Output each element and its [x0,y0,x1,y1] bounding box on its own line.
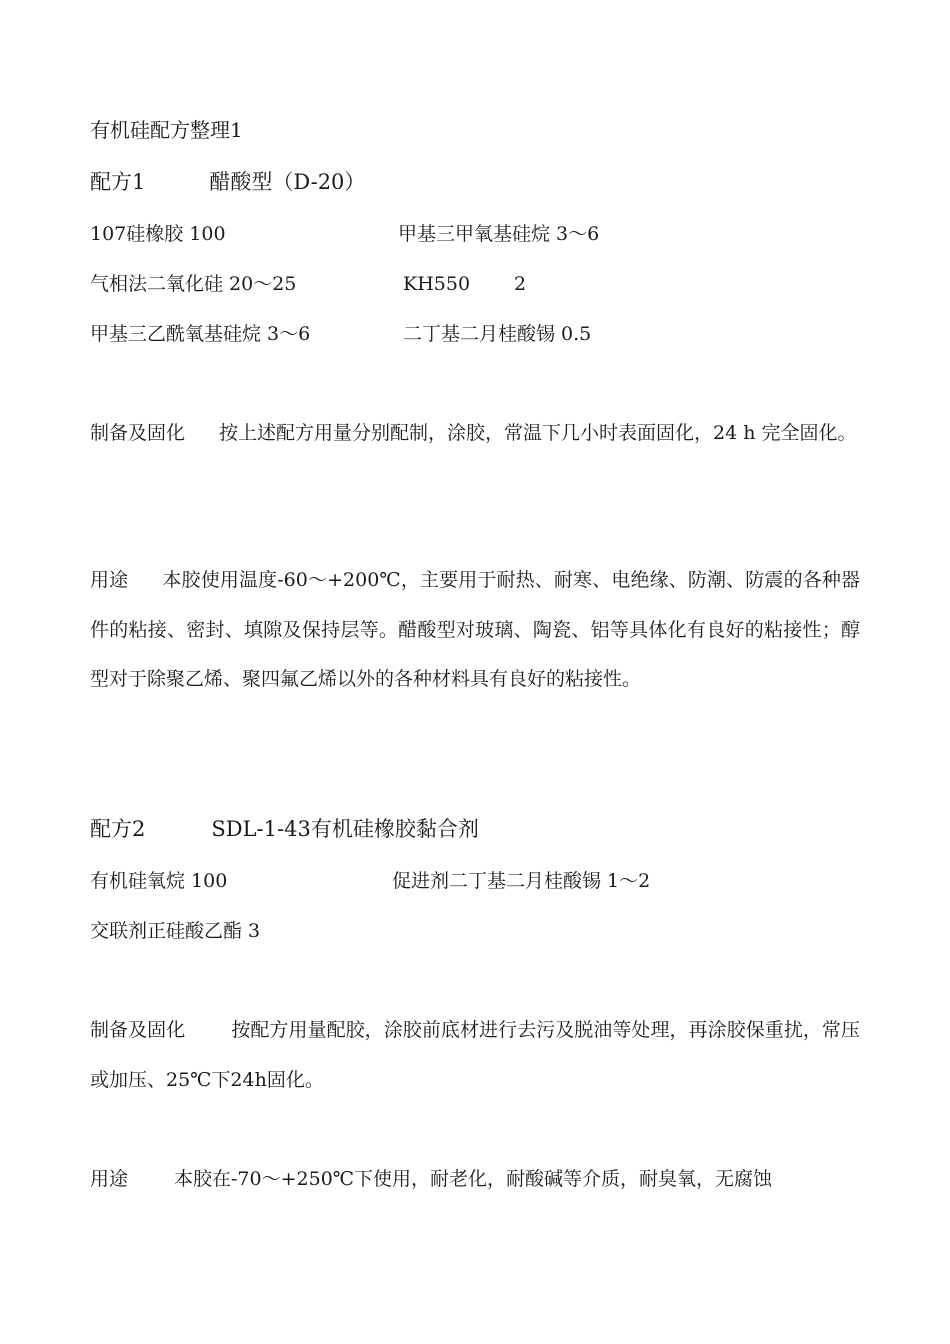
recipe1-use-text: 本胶使用温度-60～+200℃，主要用于耐热、耐寒、电绝缘、防潮、防震的各种器件的粘接、密封、填隙及保持层等。醋酸型对玻璃、陶瓷、铝等具体化有良好的粘接性；醇型对于除聚乙烯、聚四氟乙烯以外的各种材料具有良好的粘接性。 [90,569,860,690]
recipe2-ingredient: 交联剂正硅酸乙酯 3 [90,920,261,942]
recipe2-use-paragraph [90,1155,860,1205]
recipe1-heading [90,170,365,194]
recipe1-ingredient-amount: 2 [514,273,527,295]
recipe1-label: 配方1 [90,170,146,194]
document-title: 有机硅配方整理1 [90,118,243,142]
recipe2-use-label: 用途 [90,1168,129,1190]
recipe2-prep-paragraph [90,1006,860,1105]
recipe1-ingredient: 二丁基二月桂酸锡 0.5 [403,323,592,345]
recipe2-use-text: 本胶在-70～+250℃下使用，耐老化，耐酸碱等介质，耐臭氧，无腐蚀 [174,1168,773,1190]
recipe1-prep-paragraph [90,409,860,459]
recipe1-ingredient: 甲基三乙酰氧基硅烷 3～6 [90,323,311,345]
recipe2-ingredient: 促进剂二丁基二月桂酸锡 1～2 [392,870,651,892]
recipe1-prep-text: 按上述配方用量分别配制，涂胶，常温下几小时表面固化，24 h 完全固化。 [219,422,857,444]
recipe2-ingredient: 有机硅氧烷 100 [90,870,228,892]
recipe1-ingredient: KH550 [403,273,471,295]
recipe1-ingredient: 甲基三甲氧基硅烷 3～6 [398,223,600,245]
recipe1-name: 醋酸型（D-20） [209,170,366,194]
recipe2-name: SDL-1-43有机硅橡胶黏合剂 [211,817,479,841]
recipe1-use-paragraph [90,556,860,705]
recipe1-use-label: 用途 [90,569,129,591]
recipe1-ingredient: 气相法二氧化硅 20～25 [90,273,297,295]
recipe2-label: 配方2 [90,817,146,841]
recipe2-heading [90,817,479,841]
recipe2-prep-text: 按配方用量配胶，涂胶前底材进行去污及脱油等处理，再涂胶保重扰，常压或加压、25℃下24h固化。 [90,1019,860,1091]
recipe1-prep-label: 制备及固化 [90,422,186,444]
recipe1-ingredient: 107硅橡胶 100 [90,223,226,245]
recipe2-prep-label: 制备及固化 [90,1019,186,1041]
